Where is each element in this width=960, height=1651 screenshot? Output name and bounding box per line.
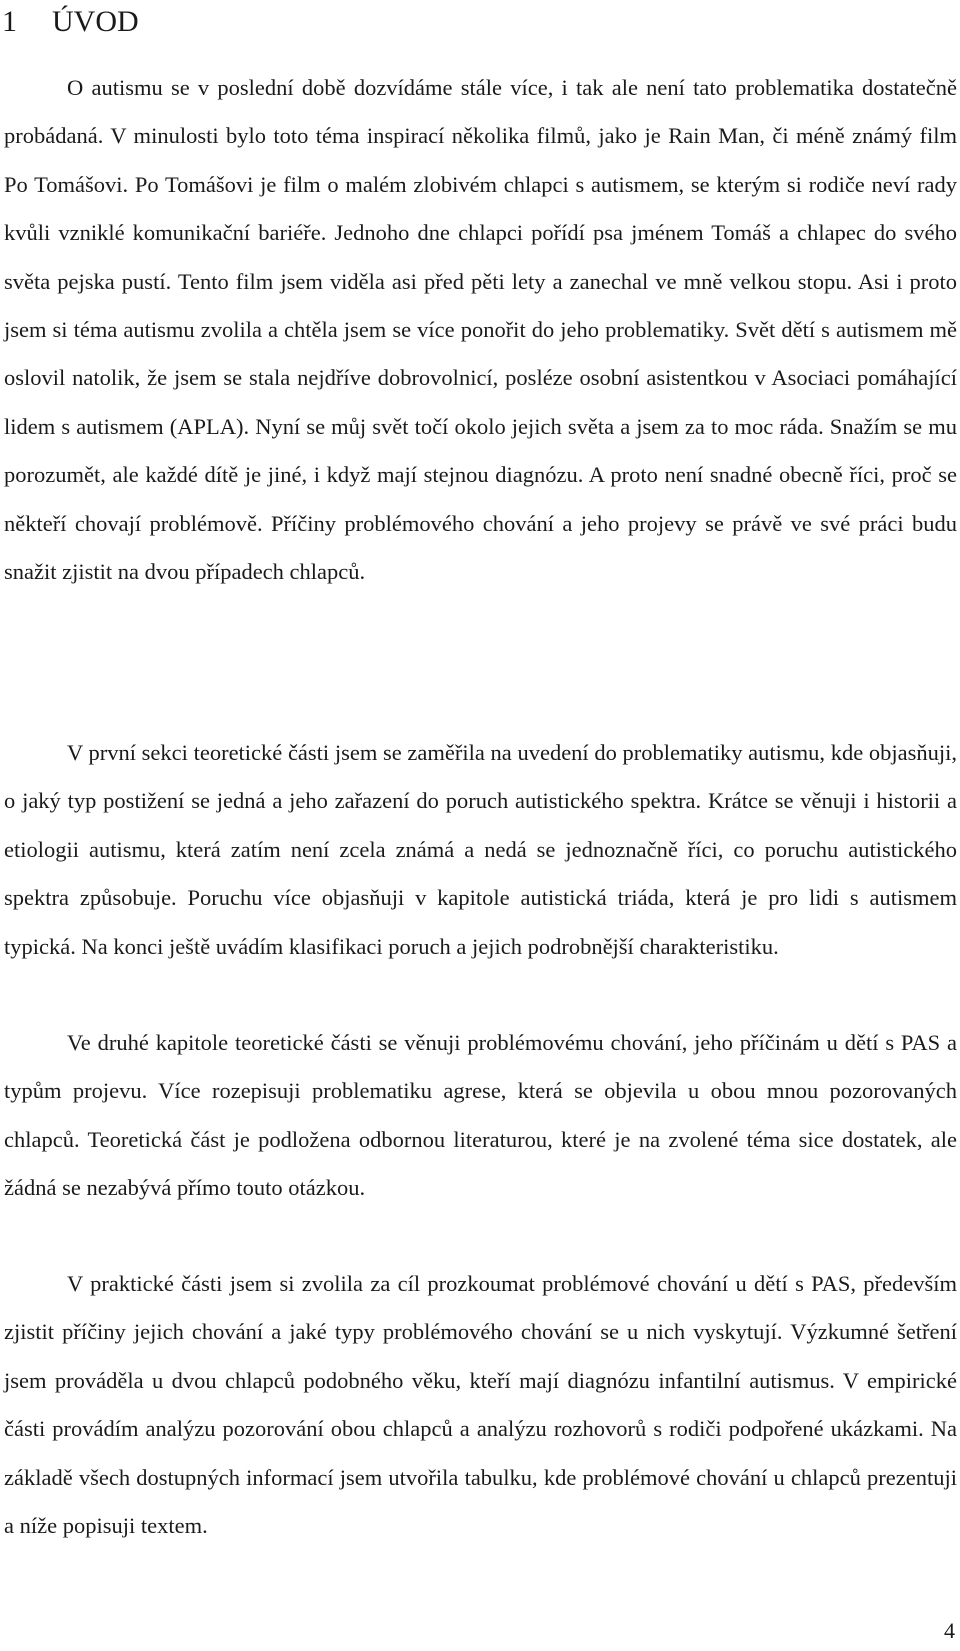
paragraph: O autismu se v poslední době dozvídáme stále více, i tak ale není tato problematika dostatečně probádaná. V minulosti bylo toto téma inspirací několika filmů, jako je Rain Man, či méně známý film Po Tomášovi. Po Tomášovi je film o malém zlobivém chlapci s autismem, se kterým si rodiče neví rady kvůli vzniklé komunikační bariéře. Jednoho dne chlapci pořídí psa jménem Tomáš a chlapec do svého světa pejska pustí. Tento film jsem viděla asi před pěti lety a zanechal ve mně velkou stopu. Asi i proto jsem si téma autismu zvolila a chtěla jsem se více ponořit do jeho problematiky. Svět dětí s autismem mě oslovil natolik, že jsem se stala nejdříve dobrovolnicí, posléze osobní asistentkou v Asociaci pomáhající lidem s autismem (APLA). Nyní se můj svět točí okolo jejich světa a jsem za to moc ráda. Snažím se mu porozumět, ale každé dítě je jiné, i když mají stejnou diagnózu. A proto není snadné obecně říci, proč se někteří chovají problémově. Příčiny problémového chování a jeho projevy se právě ve své práci budu snažit zjistit na dvou případech chlapců. xyxy=(4,75,957,585)
paragraph: V první sekci teoretické části jsem se zaměřila na uvedení do problematiky autismu, kde objasňuji, o jaký typ postižení se jedná a jeho zařazení do poruch autistického spektra. Krátce se věnuji i historii a etiologii autismu, která zatím není zcela známá a nedá se jednoznačně říci, co poruchu autistického spektra způsobuje. Poruchu více objasňuji v kapitole autistická triáda, která je pro lidi s autismem typická. Na konci ještě uvádím klasifikaci poruch a jejich podrobnější charakteristiku. xyxy=(4,740,957,959)
page-number: 4 xyxy=(944,1618,955,1643)
chapter-title: ÚVOD xyxy=(52,5,139,38)
paragraph-block-3 xyxy=(4,1019,957,1213)
paragraph-block-1 xyxy=(4,64,957,596)
paragraph: V praktické části jsem si zvolila za cíl prozkoumat problémové chování u dětí s PAS, především zjistit příčiny jejich chování a jaké typy problémového chování se u nich vyskytují. Výzkumné šetření jsem prováděla u dvou chlapců podobného věku, kteří mají diagnózu infantilní autismus. V empirické části provádím analýzu pozorování obou chlapců a analýzu rozhovorů s rodiči podpořené ukázkami. Na základě všech dostupných informací jsem utvořila tabulku, kde problémové chování u chlapců prezentuji a níže popisuji textem. xyxy=(4,1271,957,1539)
paragraph-block-2 xyxy=(4,729,957,971)
chapter-number: 1 xyxy=(2,5,17,38)
paragraph-block-4 xyxy=(4,1260,957,1550)
chapter-heading xyxy=(2,2,139,42)
paragraph: Ve druhé kapitole teoretické části se věnuji problémovému chování, jeho příčinám u dětí s PAS a typům projevu. Více rozepisuji problematiku agrese, která se objevila u obou mnou pozorovaných chlapců. Teoretická část je podložena odbornou literaturou, které je na zvolené téma sice dostatek, ale žádná se nezabývá přímo touto otázkou. xyxy=(4,1030,957,1201)
